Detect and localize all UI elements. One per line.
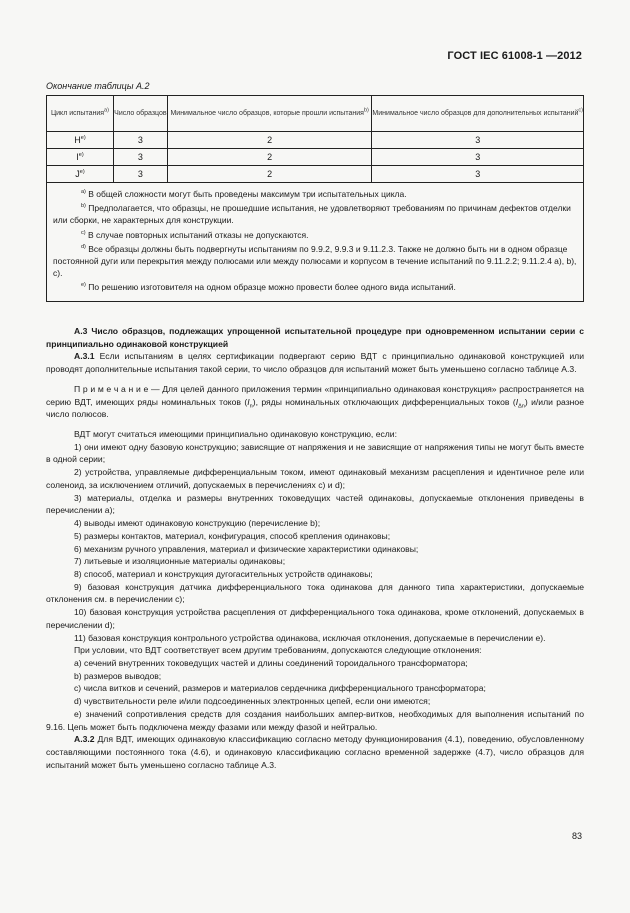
col-min-extra-header: Минимальное число образцов для дополнительных испытаний$^{c)}$ bbox=[372, 96, 584, 132]
deviation-item: b) размеров выводов; bbox=[74, 670, 162, 681]
list-item: 10) базовая конструкция устройства расцепления от дифференциального тока одинакова, кроме отклонений, допускаемых в перечислении d); bbox=[46, 607, 584, 630]
deviation-item: с) числа витков и сечений, размеров и материалов сердечника дифференциального трансформатора; bbox=[74, 683, 486, 694]
min-passed-cell: 2 bbox=[167, 149, 372, 166]
section-heading: А.3 Число образцов, подлежащих упрощенной испытательной процедуре при одновременном испытании серии с принципиально одинаковой конструкцией bbox=[46, 326, 584, 349]
list-item: 5) размеры контактов, материал, конфигурация, способ крепления одинаковы; bbox=[74, 530, 391, 541]
section-body bbox=[46, 325, 584, 771]
intro-paragraph: ВДТ могут считаться имеющими принципиально одинаковую конструкцию, если: bbox=[74, 429, 397, 440]
min-extra-cell: 3 bbox=[372, 166, 584, 183]
list-item: 11) базовая конструкция контрольного устройства одинакова, исключая отклонения, допускаемые в перечислении е). bbox=[74, 632, 546, 643]
table-caption: Окончание таблицы А.2 bbox=[46, 81, 150, 91]
paragraph-a31: А.3.1 Если испытаниям в целях сертификации подвергают серию ВДТ с принципиально одинаковой конструкцией или проводят дополнительные испытания такой серии, то число образцов для испытаний может быть уменьшено согласно таблице А.3. bbox=[46, 351, 584, 375]
min-passed-cell: 2 bbox=[167, 132, 372, 149]
samples-table bbox=[46, 95, 584, 302]
table-row bbox=[47, 149, 584, 166]
list-item: 4) выводы имеют одинаковую конструкцию (перечисление b); bbox=[74, 518, 321, 529]
list-item: 1) они имеют одну базовую конструкцию; зависящие от напряжения и не зависящие от напряжения типы не могут быть вместе в одной серии; bbox=[46, 441, 584, 465]
cycle-cell: $J^{e)}$ bbox=[47, 166, 114, 183]
list-item: 6) механизм ручного управления, материал и физические характеристики одинаковы; bbox=[74, 543, 419, 554]
col-cycle-header: Цикл испытания$^{a)}$ bbox=[47, 96, 114, 132]
table-row bbox=[47, 132, 584, 149]
conditions-paragraph: При условии, что ВДТ соответствует всем другим требованиям, допускаются следующие отклонения: bbox=[74, 645, 482, 656]
deviation-item: а) сечений внутренних токоведущих частей и длины соединений тороидального трансформатора; bbox=[74, 657, 468, 668]
standard-header: ГОСТ IEC 61008-1 —2012 bbox=[447, 50, 582, 62]
footnote: $^{e)}$ По решению изготовителя на одном образце можно провести более одного вида испытаний. bbox=[81, 282, 456, 293]
paragraph-a32: А.3.2 Для ВДТ, имеющих одинаковую классификацию согласно методу функционирования (4.1), поведению, обусловленному составляющими постоянного тока (4.6), и одинаковую классификацию согласно временной задержке (4.7), число образцов для испытаний может быть уменьшено согласно таблице А.3. bbox=[46, 734, 584, 770]
table-row bbox=[47, 166, 584, 183]
footnote: $^{b)}$ Предполагается, что образцы, не прошедшие испытания, не удовлетворяют требованиям по причинам дефектов отделки или сборки, не характерных для конструкции. bbox=[53, 203, 571, 226]
list-item: 3) материалы, отделка и размеры внутренних токоведущих частей одинаковы, допускаемые отклонения приведены в перечислении а); bbox=[46, 492, 584, 516]
table-notes-row bbox=[47, 183, 584, 302]
min-passed-cell: 2 bbox=[167, 166, 372, 183]
list-item: 7) литьевые и изоляционные материалы одинаковы; bbox=[74, 556, 286, 567]
footnote: $^{a)}$ В общей сложности могут быть проведены максимум три испытательных цикла. bbox=[81, 189, 407, 199]
col-min-passed-header: Минимальное число образцов, которые прошли испытания$^{b)}$ bbox=[167, 96, 372, 132]
table-footnotes bbox=[47, 183, 584, 302]
table-header-row bbox=[47, 96, 584, 132]
list-item: 2) устройства, управляемые дифференциальным током, имеют одинаковый механизм расцепления и идентичное реле или соленоид, за исключением отличий, допускаемых в перечислениях с) и d); bbox=[46, 467, 584, 490]
col-samples-header: Число образцов bbox=[113, 96, 167, 132]
page-number: 83 bbox=[571, 831, 582, 841]
footnote: $^{c)}$ В случае повторных испытаний отказы не допускаются. bbox=[81, 229, 309, 240]
min-extra-cell: 3 bbox=[372, 149, 584, 166]
deviation-item: е) значений сопротивления средств для создания наибольших ампер-витков, необходимых для выполнения испытаний по 9.16. Цепь может быть подключена между фазами или между фазой и нейтралью. bbox=[46, 708, 584, 732]
samples-cell: 3 bbox=[113, 149, 167, 166]
note-paragraph: П р и м е ч а н и е — Для целей данного приложения термин «принципиально одинаковая конструкция» распространяется на серию ВДТ, имеющих ряды номинальных токов $(I_n)$, ряды номинальных отключающих дифференциальных токов $(I_{\Delta n})$ и/или разное число полюсов. bbox=[46, 383, 585, 420]
cycle-cell: $H^{e)}$ bbox=[47, 132, 114, 149]
samples-cell: 3 bbox=[113, 166, 167, 183]
list-item: 8) способ, материал и конструкция дугогасительных устройств одинаковы; bbox=[74, 568, 373, 579]
cycle-cell: $I^{e)}$ bbox=[47, 149, 114, 166]
deviation-item: d) чувствительности реле и/или подсоединенных электронных цепей, если они имеются; bbox=[74, 696, 431, 707]
note-label: П р и м е ч а н и е bbox=[74, 383, 149, 394]
min-extra-cell: 3 bbox=[372, 132, 584, 149]
samples-cell: 3 bbox=[113, 132, 167, 149]
footnote: $^{d)}$ Все образцы должны быть подвергнуты испытаниям по 9.9.2, 9.9.3 и 9.11.2.3. Также не должно быть ни в одном образце постоянной дуги или перекрытия между полюсами или между полюсами и корпусом в течение испытаний по 9.11.2.2; 9.11.2.4 а), b), с). bbox=[53, 243, 577, 278]
list-item: 9) базовая конструкция датчика дифференциального тока одинакова для данного типа характеристики, допускаемые отклонения см. в перечислении с); bbox=[46, 581, 584, 605]
